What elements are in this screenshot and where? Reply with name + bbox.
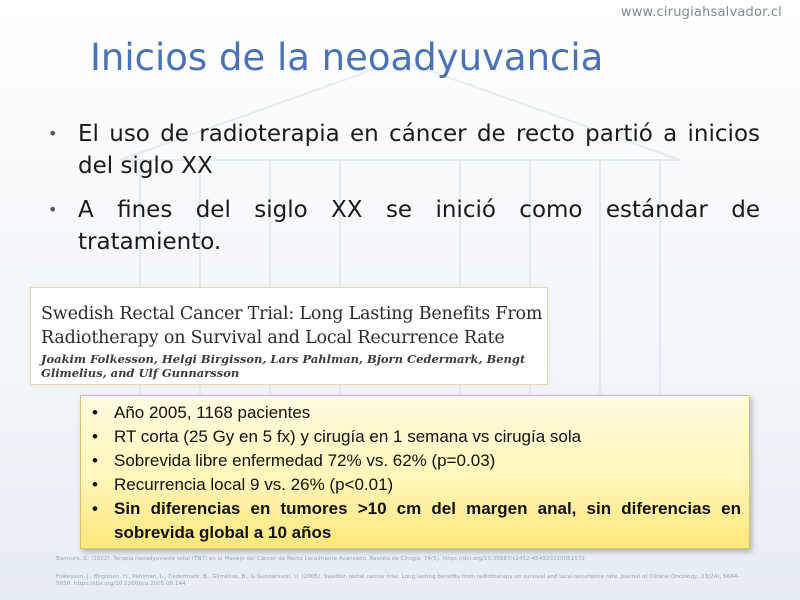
bullet-text: A fines del siglo XX se inició como estándar de tratamiento. — [78, 197, 760, 255]
bullet-dot: • — [92, 451, 98, 470]
bullet-dot: • — [92, 475, 98, 494]
bullet-dot: • — [92, 427, 98, 446]
trial-findings-box — [80, 395, 750, 549]
finding-item — [89, 401, 741, 425]
bullet-dot: • — [48, 200, 58, 219]
bullet-item — [48, 194, 760, 258]
paper-title: Swedish Rectal Cancer Trial: Long Lasting Benefits From Radiotherapy on Survival and Local Recurrence Rate — [41, 304, 543, 348]
finding-item — [89, 449, 741, 473]
reference-item: Folkesson, J., Birgisson, H., Pahlman, L., Cedermark, B., Glimelius, B., & Gunnarsson, U. (2005). Swedish rectal cancer trial: Long lasting benefits from radiotherapy on survival and local recurrence rate. Journal of Clinical Oncology, 23(24), 5644–5650. https://doi.org/10.1200/jco.2005.08.144 — [56, 573, 741, 587]
site-url: www.cirugiahsalvador.cl — [620, 5, 782, 20]
slide-title: Inicios de la neoadyuvancia — [90, 36, 604, 79]
finding-text: Sobrevida libre enfermedad 72% vs. 62% (p=0.03) — [114, 451, 496, 470]
bullet-dot: • — [92, 499, 98, 518]
references — [56, 556, 756, 599]
main-bullet-list — [48, 118, 760, 270]
finding-text: Sin diferencias en tumores >10 cm del margen anal, sin diferencias en sobrevida global a 10 años — [114, 499, 741, 542]
finding-item-highlighted — [89, 497, 741, 545]
bullet-text: El uso de radioterapia en cáncer de recto partió a inicios del siglo XX — [78, 121, 760, 179]
bullet-item — [48, 118, 760, 182]
paper-header-image — [30, 287, 548, 385]
finding-text: RT corta (25 Gy en 5 fx) y cirugía en 1 semana vs cirugía sola — [114, 427, 582, 446]
bullet-dot: • — [92, 403, 98, 422]
finding-item — [89, 473, 741, 497]
paper-authors: Joakim Folkesson, Helgi Birgisson, Lars Pahlman, Bjorn Cedermark, Bengt Glimelius, and Ulf Gunnarsson — [41, 352, 526, 380]
finding-text: Año 2005, 1168 pacientes — [114, 403, 311, 422]
bullet-dot: • — [48, 124, 58, 143]
finding-item — [89, 425, 741, 449]
finding-text: Recurrencia local 9 vs. 26% (p<0.01) — [114, 475, 394, 494]
reference-item: Bannura, G. (2022). Terapia neoadyuvante total (TNT) en el Manejo del Cáncer de Recto Localmente Avanzado. Revista de Cirugía, 74(5). https://doi.org/10.35687/s2452-454920220051572 — [56, 556, 585, 562]
findings-list — [81, 396, 749, 545]
